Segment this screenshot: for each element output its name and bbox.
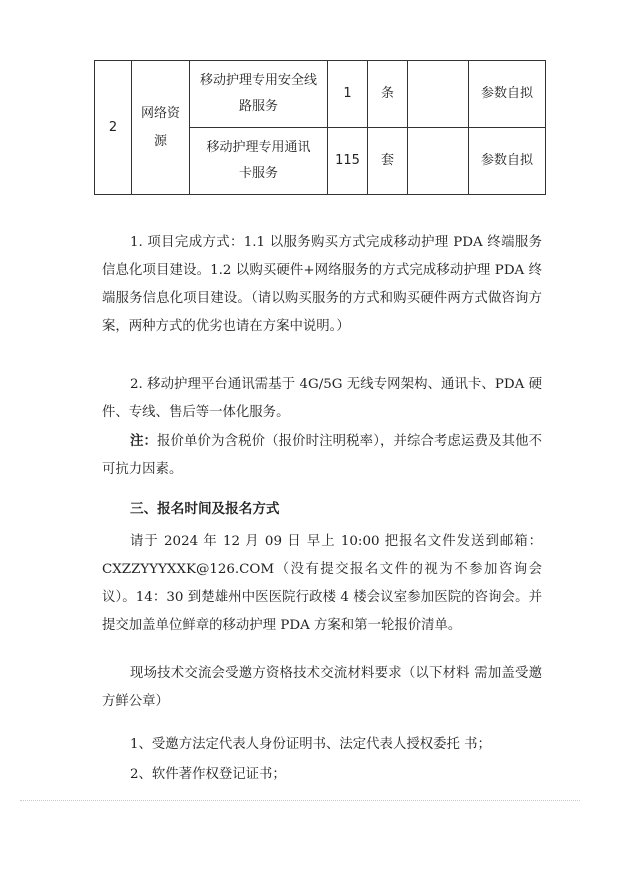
unit-cell: 套 [368, 128, 408, 195]
paragraph-registration: 请于 2024 年 12 月 09 日 早上 10:00 把报名文件发送到邮箱：CXZZYYYXXK@126.COM（没有提交报名文件的视为不参加咨询会议）。14：30 到楚雄州中医医院行政楼 4 楼会议室参加医院的咨询会。并提交加盖单位鲜章的移动护理 PDA 方案和第一轮报价清单。 [102, 534, 542, 633]
scan-artifact-divider [20, 800, 580, 805]
item-name: 移动护理专用安全线路服务 [199, 73, 317, 114]
note-text: 报价单价为含税价（报价时注明税率），并综合考虑运费及其他不可抗力因素。 [102, 434, 542, 477]
category-text: 网络资源 [140, 105, 180, 149]
price-cell [408, 128, 469, 195]
paragraph-material-1: 1、受邀方法定代表人身份证明书、法定代表人授权委托 书； [130, 737, 491, 752]
price-cell [408, 61, 469, 128]
item-name-cell [190, 61, 328, 128]
remark-cell: 参数自拟 [469, 128, 546, 195]
paragraph-platform-requirements: 2. 移动护理平台通讯需基于 4G/5G 无线专网架构、通讯卡、PDA 硬件、专线、售后等一体化服务。 [102, 377, 542, 420]
paragraph-completion-method: 1. 项目完成方式：1.1 以服务购买方式完成移动护理 PDA 终端服务信息化项目建设。1.2 以购买硬件+网络服务的方式完成移动护理 PDA 终端服务信息化项目建设。（请以购买服务的方式和购买硬件两方式做咨询方案，两种方式的优劣也请在方案中说明。） [102, 235, 542, 334]
item-name: 移动护理专用通讯卡服务 [206, 140, 311, 181]
table-row [95, 61, 546, 128]
resource-table [94, 60, 546, 195]
qty-cell: 115 [328, 128, 368, 195]
seq-cell: 2 [95, 61, 132, 195]
category-cell [132, 61, 190, 195]
remark-cell: 参数自拟 [469, 61, 546, 128]
qty-cell: 1 [328, 61, 368, 128]
note-label: 注： [130, 434, 158, 449]
section-title: 三、报名时间及报名方式 [130, 501, 280, 517]
paragraph-material-2: 2、软件著作权登记证书； [130, 767, 286, 782]
paragraph-materials-intro: 现场技术交流会受邀方资格技术交流材料要求（以下材料 需加盖受邀方鲜公章） [102, 666, 542, 709]
paragraph-price-note [102, 428, 542, 484]
unit-cell: 条 [368, 61, 408, 128]
item-name-cell [190, 128, 328, 195]
